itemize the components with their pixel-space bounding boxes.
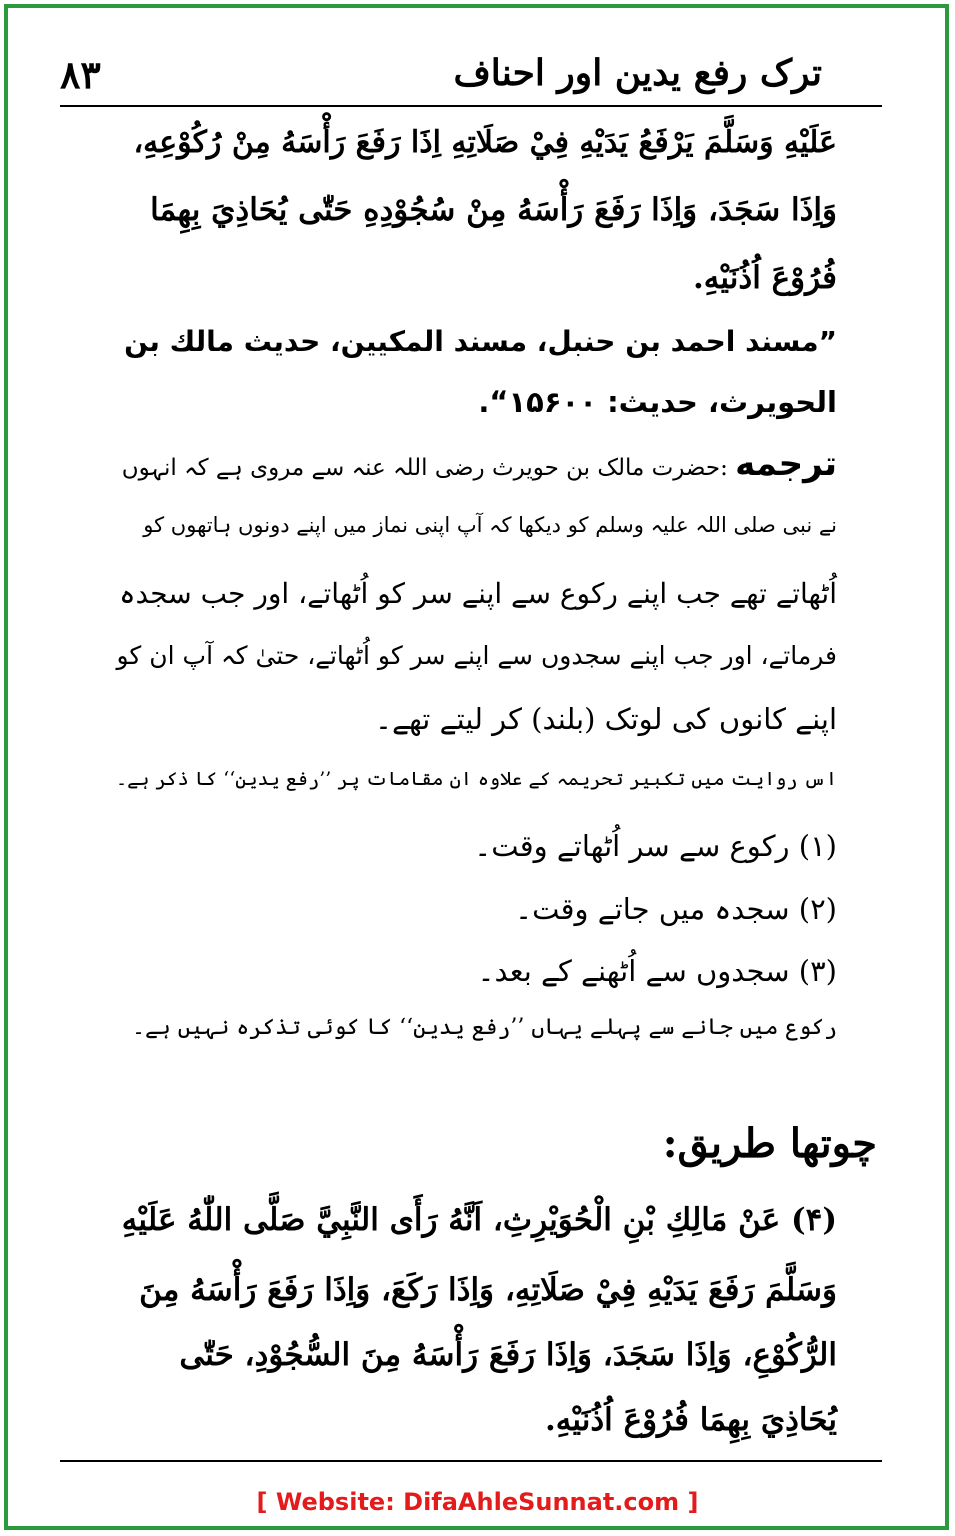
translation-text: :حضرت مالک بن حویرث رضی اللہ عنہ سے مروی ہے کہ انہوں — [121, 455, 728, 481]
translation-line: فرماتے، اور جب اپنے سجدوں سے اپنے سر کو اُٹھاتے، حتیٰ کہ آپ ان کو — [116, 641, 837, 670]
arabic-line: يُحَاذِيَ بِهِمَا فُرُوْعَ اُذُنَيْهِ. — [544, 1402, 837, 1438]
explanation-intro: اس روایت میں تکبیر تحریمہ کے علاوہ ان مقامات پر ’’رفع یدین‘‘ کا ذکر ہے۔ — [115, 768, 837, 790]
explanation-note: رکوع میں جانے سے پہلے یہاں ’’رفع یدین‘‘ کا کوئی تذکرہ نہیں ہے۔ — [132, 1015, 837, 1040]
list-item: (۱) رکوع سے سر اُٹھاتے وقت۔ — [474, 829, 837, 863]
footer-rule — [60, 1460, 882, 1462]
page-header — [60, 52, 822, 102]
translation-label: ترجمه — [735, 444, 837, 484]
arabic-line: وَسَلَّمَ رَفَعَ يَدَيْهِ فِيْ صَلَاتِهِ، وَاِذَا رَكَعَ، وَاِذَا رَفَعَ رَأْسَهُ مِنَ — [139, 1272, 837, 1308]
translation-line: اپنے کانوں کی لوتک (بلند) کر لیتے تھے۔ — [374, 702, 837, 736]
reference-line: الحويرث، حديث: ۱۵۶۰۰“. — [478, 385, 837, 419]
arabic-line: وَاِذَا سَجَدَ، وَاِذَا رَفَعَ رَأْسَهُ مِنْ سُجُوْدِهِ حَتّٰى يُحَاذِيَ بِهِمَا — [150, 192, 837, 228]
page-content — [115, 115, 877, 1450]
website-footer: [ Website: DifaAhleSunnat.com ] — [256, 1488, 699, 1516]
page-number: ۸۳ — [60, 52, 101, 97]
arabic-line: (۴) عَنْ مَالِكِ بْنِ الْحُوَيْرِثِ، اَنَّهُ رَأَى النَّبِيَّ صَلَّى اللّٰهُ عَلَيْهِ — [121, 1202, 837, 1238]
translation-line: اُٹھاتے تھے جب اپنے رکوع سے اپنے سر کو اُٹھاتے، اور جب سجدہ — [119, 577, 837, 610]
translation-line — [121, 444, 837, 484]
header-rule — [60, 105, 882, 107]
arabic-line: فُرُوْعَ اُذُنَيْهِ. — [693, 260, 837, 296]
translation-line: نے نبی صلی اللہ علیہ وسلم کو دیکھا کہ آپ اپنی نماز میں اپنے دونوں ہاتھوں کو — [143, 513, 837, 537]
list-item: (۲) سجدہ میں جاتے وقت۔ — [515, 892, 837, 926]
section-heading: چوتھا طریق: — [662, 1120, 877, 1167]
arabic-line: الرُّكُوْعِ، وَاِذَا سَجَدَ، وَاِذَا رَفَعَ رَأْسَهُ مِنَ السُّجُوْدِ، حَتّٰى — [179, 1337, 837, 1373]
running-title: ترک رفع یدین اور احناف — [453, 52, 822, 94]
reference-line: ”مسند احمد بن حنبل، مسند المكيين، حديث مالك بن — [124, 325, 837, 358]
arabic-line: عَلَيْهِ وَسَلَّمَ يَرْفَعُ يَدَيْهِ فِيْ صَلَاتِهِ اِذَا رَفَعَ رَأْسَهُ مِنْ رُكُوْعِهِ، — [133, 125, 837, 160]
list-item: (۳) سجدوں سے اُٹھنے کے بعد۔ — [477, 954, 837, 988]
